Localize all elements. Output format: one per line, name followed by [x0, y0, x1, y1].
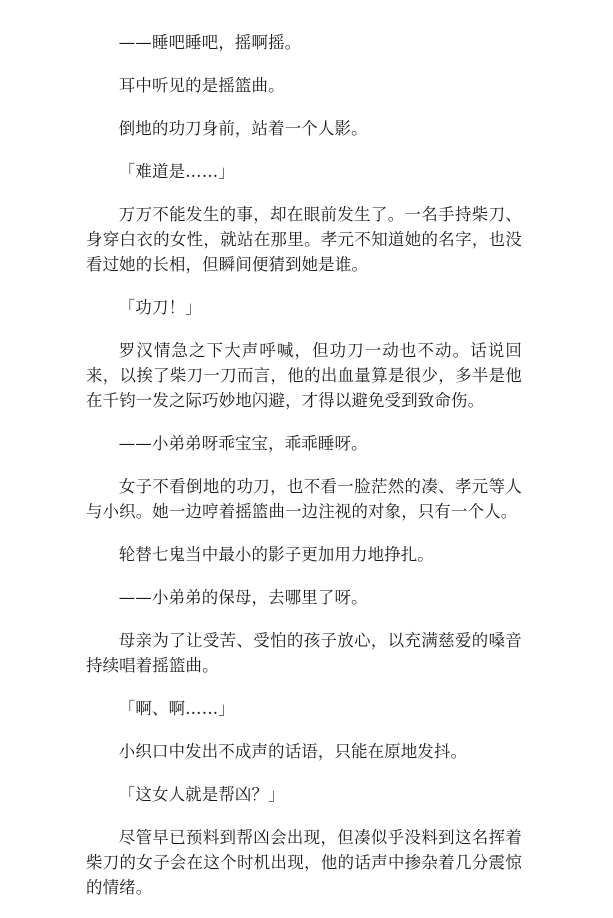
paragraph-16: 尽管早已预料到帮凶会出现，但凑似乎没料到这名挥着柴刀的女子会在这个时机出现，他的话声中掺杂着几分震惊的情绪。 [86, 828, 522, 897]
paragraph-1: ——睡吧睡吧，摇啊摇。 [118, 33, 302, 52]
paragraph-6: 「功刀！」 [118, 298, 202, 317]
paragraph-7: 罗汉情急之下大声呼喊，但功刀一动也不动。话说回来，以挨了柴刀一刀而言，他的出血量算是很少，多半是他在千钧一发之际巧妙地闪避，才得以避免受到致命伤。 [86, 341, 522, 410]
paragraph-15: 「这女人就是帮凶？」 [118, 785, 285, 804]
paragraph-5: 万万不能发生的事，却在眼前发生了。一名手持柴刀、身穿白衣的女性，就站在那里。孝元不知道她的名字，也没看过她的长相，但瞬间便猜到她是谁。 [86, 205, 522, 274]
paragraph-2: 耳中听见的是摇篮曲。 [118, 76, 285, 95]
paragraph-3: 倒地的功刀身前，站着一个人影。 [118, 119, 368, 138]
paragraph-8: ——小弟弟呀乖宝宝，乖乖睡呀。 [118, 434, 368, 453]
paragraph-4: 「难道是……」 [118, 162, 235, 181]
paragraph-13: 「啊、啊……」 [118, 699, 235, 718]
text-column [86, 30, 522, 918]
paragraph-12: 母亲为了让受苦、受怕的孩子放心，以充满慈爱的嗓音持续唱着摇篮曲。 [86, 631, 522, 675]
paragraph-9: 女子不看倒地的功刀，也不看一脸茫然的凑、孝元等人与小织。她一边哼着摇篮曲一边注视的对象，只有一个人。 [86, 477, 522, 521]
paragraph-14: 小织口中发出不成声的话语，只能在原地发抖。 [118, 742, 468, 761]
paragraph-10: 轮替七鬼当中最小的影子更加用力地挣扎。 [118, 545, 435, 564]
paragraph-11: ——小弟弟的保母，去哪里了呀。 [118, 588, 368, 607]
